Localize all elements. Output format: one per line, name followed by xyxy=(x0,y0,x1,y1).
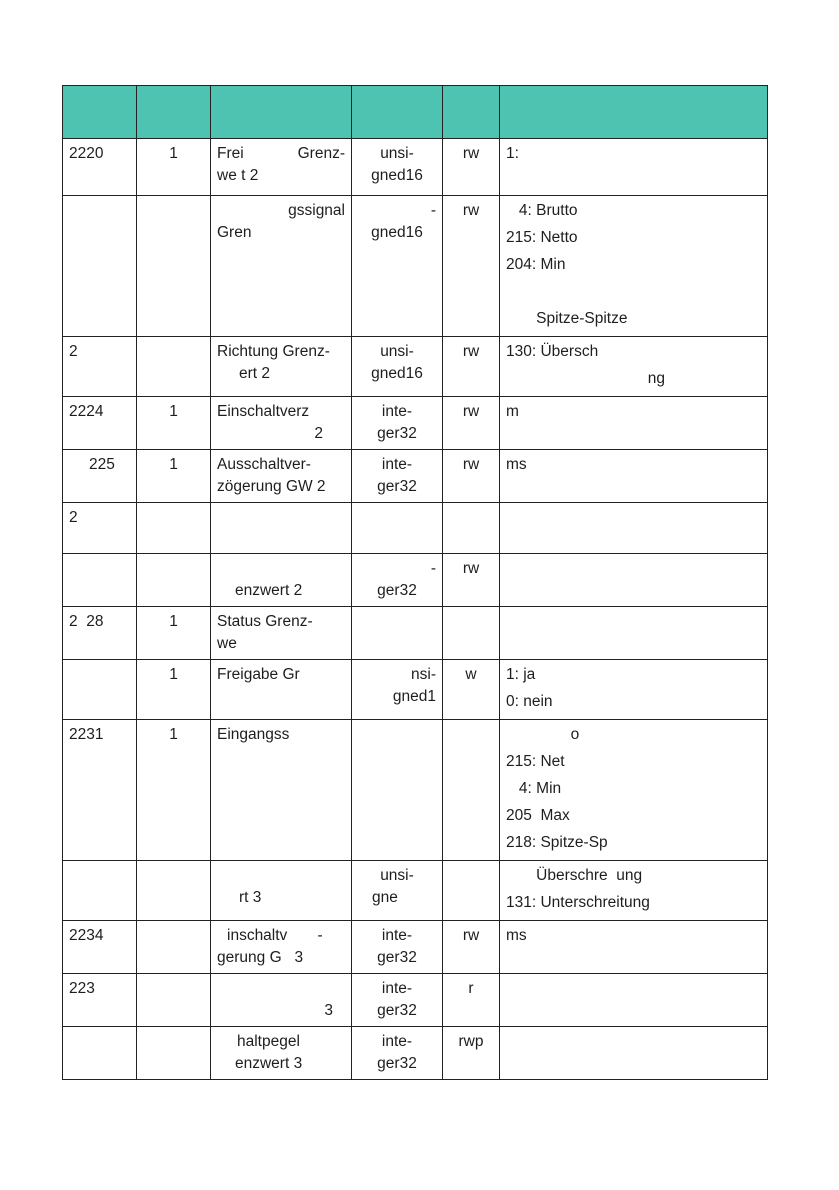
type-cell xyxy=(352,196,443,337)
subindex-cell xyxy=(137,1027,211,1080)
index-cell: 2224 xyxy=(63,397,137,450)
subindex-cell xyxy=(137,974,211,1027)
type-cell xyxy=(352,1027,443,1080)
value-line: 4: Min xyxy=(506,780,562,797)
values-cell xyxy=(500,450,768,503)
access-cell: rw xyxy=(443,450,500,503)
values-cell xyxy=(500,1027,768,1080)
type-line: inte- xyxy=(381,403,413,420)
table-row xyxy=(63,337,768,397)
access-cell: w xyxy=(443,660,500,720)
type-line: inte- xyxy=(381,456,413,473)
name-line: rt 3 xyxy=(239,889,262,906)
subindex-cell: 1 xyxy=(137,450,211,503)
access-cell: rw xyxy=(443,196,500,337)
type-line: ger32 xyxy=(377,582,417,599)
name-line: enzwert 2 xyxy=(235,582,303,599)
subindex-cell xyxy=(137,921,211,974)
type-cell xyxy=(352,660,443,720)
value-line: ms xyxy=(506,456,527,473)
value-line: o xyxy=(506,726,580,743)
table-row xyxy=(63,720,768,861)
index-cell: 2220 xyxy=(63,139,137,196)
type-line: inte- xyxy=(381,980,413,997)
type-cell xyxy=(352,861,443,921)
table-row xyxy=(63,921,768,974)
type-line: gned16 xyxy=(371,167,423,184)
access-cell: rw xyxy=(443,921,500,974)
value-line: ng xyxy=(647,370,665,387)
type-line: unsi- xyxy=(380,145,414,162)
name-line: 2 xyxy=(314,425,323,442)
type-line: gned1 xyxy=(392,688,436,705)
access-cell: rw xyxy=(443,397,500,450)
name-line: Richtung Grenz- xyxy=(217,343,330,360)
index-cell: 225 xyxy=(63,450,137,503)
value-line: m xyxy=(506,403,519,420)
subindex-cell xyxy=(137,861,211,921)
name-line: Freigabe Gr xyxy=(217,666,300,683)
type-line: - xyxy=(430,560,436,577)
type-cell xyxy=(352,607,443,660)
index-cell xyxy=(63,861,137,921)
access-cell xyxy=(443,503,500,554)
value-line: 215: Net xyxy=(506,753,565,770)
value-line: 1: ja xyxy=(506,666,536,683)
index-cell: 2 28 xyxy=(63,607,137,660)
type-line: unsi- xyxy=(380,867,414,884)
name-cell xyxy=(211,1027,352,1080)
name-line: haltpegel xyxy=(237,1033,300,1050)
type-line: inte- xyxy=(381,1033,413,1050)
values-cell xyxy=(500,503,768,554)
access-cell xyxy=(443,720,500,861)
name-line: Eingangss xyxy=(217,726,290,743)
value-line xyxy=(506,278,761,305)
values-cell xyxy=(500,196,768,337)
subindex-cell: 1 xyxy=(137,720,211,861)
name-line: Ausschaltver- xyxy=(217,456,311,473)
values-cell xyxy=(500,337,768,397)
type-line: ger32 xyxy=(377,425,417,442)
table-row xyxy=(63,861,768,921)
access-cell: rw xyxy=(443,337,500,397)
name-line: gssignal xyxy=(288,202,345,219)
name-line: gerung G 3 xyxy=(217,949,304,966)
index-cell xyxy=(63,196,137,337)
index-cell: 2234 xyxy=(63,921,137,974)
type-cell xyxy=(352,720,443,861)
header-cell-subindex xyxy=(137,86,211,139)
access-cell xyxy=(443,607,500,660)
type-cell xyxy=(352,503,443,554)
name-line: we xyxy=(217,635,237,652)
table-row xyxy=(63,139,768,196)
table-row xyxy=(63,397,768,450)
values-cell xyxy=(500,720,768,861)
table-row xyxy=(63,554,768,607)
name-cell xyxy=(211,139,352,196)
type-line: - xyxy=(430,202,436,219)
values-cell xyxy=(500,861,768,921)
index-cell xyxy=(63,660,137,720)
index-cell: 2 xyxy=(63,337,137,397)
header-cell-name xyxy=(211,86,352,139)
table-header xyxy=(63,86,768,139)
name-cell xyxy=(211,861,352,921)
value-line: 0: nein xyxy=(506,693,553,710)
type-cell xyxy=(352,554,443,607)
value-line: Überschre ung xyxy=(506,867,643,884)
value-line: ms xyxy=(506,927,527,944)
access-cell xyxy=(443,861,500,921)
name-cell xyxy=(211,974,352,1027)
access-cell: rw xyxy=(443,139,500,196)
name-line: Gren xyxy=(217,224,252,241)
values-cell xyxy=(500,554,768,607)
subindex-cell: 1 xyxy=(137,397,211,450)
subindex-cell xyxy=(137,337,211,397)
value-line: Spitze-Spitze xyxy=(506,310,628,327)
access-cell: rwp xyxy=(443,1027,500,1080)
table-row xyxy=(63,974,768,1027)
header-row xyxy=(63,86,768,139)
table-row xyxy=(63,196,768,337)
type-cell xyxy=(352,337,443,397)
type-line: gned16 xyxy=(371,365,423,382)
name-cell xyxy=(211,554,352,607)
name-line xyxy=(217,865,345,887)
name-line: enzwert 3 xyxy=(235,1055,303,1072)
index-cell: 2231 xyxy=(63,720,137,861)
type-line: nsi- xyxy=(411,666,436,683)
values-cell xyxy=(500,974,768,1027)
type-line: ger32 xyxy=(377,478,417,495)
value-line: 205 Max xyxy=(506,807,570,824)
name-cell xyxy=(211,450,352,503)
subindex-cell: 1 xyxy=(137,607,211,660)
name-line: Grenz- xyxy=(297,145,345,162)
parameter-table xyxy=(62,85,768,1080)
access-cell: r xyxy=(443,974,500,1027)
name-cell xyxy=(211,196,352,337)
values-cell xyxy=(500,921,768,974)
type-cell xyxy=(352,139,443,196)
table-row xyxy=(63,450,768,503)
type-cell xyxy=(352,974,443,1027)
value-line: 131: Unterschreitung xyxy=(506,894,650,911)
name-line: Frei xyxy=(217,145,244,162)
header-cell-access xyxy=(443,86,500,139)
name-cell xyxy=(211,660,352,720)
values-cell xyxy=(500,139,768,196)
table-body xyxy=(63,139,768,1080)
table-row xyxy=(63,1027,768,1080)
name-cell xyxy=(211,337,352,397)
value-line: 218: Spitze-Sp xyxy=(506,834,608,851)
name-line: Einschaltverz xyxy=(217,403,310,420)
name-line: ert 2 xyxy=(239,365,271,382)
name-cell xyxy=(211,921,352,974)
header-cell-type xyxy=(352,86,443,139)
value-line: 204: Min xyxy=(506,256,566,273)
name-cell xyxy=(211,503,352,554)
type-line: gne xyxy=(372,889,398,906)
type-cell xyxy=(352,450,443,503)
value-line: 4: Brutto xyxy=(506,202,578,219)
subindex-cell: 1 xyxy=(137,139,211,196)
subindex-cell xyxy=(137,196,211,337)
type-line: inte- xyxy=(381,927,413,944)
name-cell xyxy=(211,397,352,450)
header-cell-values xyxy=(500,86,768,139)
table-row xyxy=(63,660,768,720)
type-line: ger32 xyxy=(377,949,417,966)
values-cell xyxy=(500,607,768,660)
type-line: gned16 xyxy=(371,224,423,241)
table-row xyxy=(63,607,768,660)
name-line: Status Grenz- xyxy=(217,613,313,630)
type-line: ger32 xyxy=(377,1055,417,1072)
type-cell xyxy=(352,921,443,974)
access-cell: rw xyxy=(443,554,500,607)
table-row xyxy=(63,503,768,554)
values-cell xyxy=(500,660,768,720)
name-line: we t 2 xyxy=(217,167,259,184)
subindex-cell: 1 xyxy=(137,660,211,720)
type-line: unsi- xyxy=(380,343,414,360)
name-line: 3 xyxy=(324,1002,333,1019)
header-cell-index xyxy=(63,86,137,139)
name-cell xyxy=(211,720,352,861)
name-line xyxy=(217,978,345,1000)
index-cell: 2 xyxy=(63,503,137,554)
index-cell xyxy=(63,554,137,607)
name-line xyxy=(217,558,345,580)
index-cell xyxy=(63,1027,137,1080)
name-line: zögerung GW 2 xyxy=(217,478,326,495)
value-line: 215: Netto xyxy=(506,229,578,246)
type-cell xyxy=(352,397,443,450)
values-cell xyxy=(500,397,768,450)
value-line: 130: Übersch xyxy=(506,343,599,360)
value-line: 1: xyxy=(506,145,519,162)
type-line: ger32 xyxy=(377,1002,417,1019)
subindex-cell xyxy=(137,554,211,607)
index-cell: 223 xyxy=(63,974,137,1027)
name-cell xyxy=(211,607,352,660)
subindex-cell xyxy=(137,503,211,554)
name-line: inschaltv - xyxy=(227,927,323,944)
